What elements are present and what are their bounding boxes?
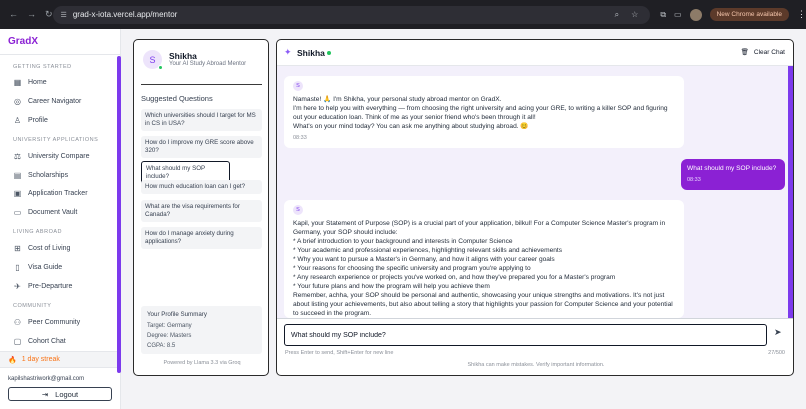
divider	[141, 84, 262, 85]
sidebar-item-home[interactable]: ▦ Home	[13, 77, 47, 87]
sparkle-icon: ✦	[284, 47, 292, 57]
grid-icon: ▦	[13, 77, 22, 87]
section-getting-started: GETTING STARTED	[13, 64, 72, 70]
message-line: Kapil, your Statement of Purpose (SOP) is a crucial part of your application, bilkul! For a Computer Science Master's program in Germany, your SOP should include:	[293, 220, 666, 236]
mentor-name: Shikha	[169, 51, 197, 61]
suggested-question[interactable]: How do I manage anxiety during applications?	[141, 227, 262, 249]
trash-icon: 🗑	[740, 49, 749, 56]
message-line: * Any research experience or projects you've worked on, and how they've prepared you for a Master's program	[293, 274, 616, 281]
message-text: What should my SOP include?	[687, 165, 777, 172]
message-line: I'm here to help you with everything — from choosing the right university and acing your GRE, to writing a killer SOP and figuring out your education loan. Think of me as your senior friend who's been through it all!	[293, 105, 668, 121]
online-status-dot	[327, 51, 331, 55]
bot-message	[284, 76, 684, 148]
chat-icon: ▢	[13, 336, 22, 346]
compass-icon: ◎	[14, 96, 21, 106]
message-line: What's on your mind today? You can ask me anything about studying abroad. 😊	[293, 123, 529, 130]
chat-header	[277, 40, 794, 66]
back-icon[interactable]: ←	[9, 9, 18, 19]
tab-search-icon[interactable]: ▭	[674, 10, 682, 19]
bot-avatar: S	[293, 81, 303, 91]
forward-icon[interactable]: →	[27, 9, 36, 19]
divider	[277, 318, 794, 319]
menu-kebab-icon[interactable]: ⋮	[797, 9, 806, 19]
message-input[interactable]	[284, 324, 767, 346]
bot-message	[284, 200, 684, 318]
message-line: Remember, achha, your SOP should be personal and authentic, showcasing your unique strengths and motivations. It's not just about listing your achievements, but also about telling a story that highlights your passion for Computer Science and your potential to succeed in the program.	[293, 292, 673, 317]
flame-icon: 🔥	[8, 356, 17, 364]
extensions-icon[interactable]: ⧉	[660, 9, 667, 19]
plane-icon: ✈	[14, 281, 21, 291]
calculator-icon: ⊞	[14, 243, 21, 253]
tracker-icon: ▣	[13, 188, 22, 198]
mentor-panel	[133, 39, 269, 376]
sidebar	[0, 29, 121, 409]
browser-toolbar	[0, 0, 806, 29]
logout-button[interactable]: ⇥ Logout	[8, 387, 112, 401]
sidebar-item-pre-departure[interactable]: ✈ Pre-Departure	[14, 281, 73, 291]
update-badge[interactable]: New Chrome available	[710, 8, 789, 21]
folder-icon: ▭	[13, 207, 22, 217]
user-icon: ♙	[13, 115, 22, 125]
chat-title: Shikha	[297, 48, 325, 58]
profile-avatar[interactable]	[690, 9, 702, 21]
mentor-subtitle: Your AI Study Abroad Mentor	[169, 61, 247, 67]
user-message	[681, 159, 785, 190]
message-line: * Your academic and professional experiences, highlighting relevant skills and achievements	[293, 247, 563, 254]
suggested-question[interactable]: Which universities should I target for MS in CS in USA?	[141, 109, 262, 131]
sidebar-item-document-vault[interactable]: ▭ Document Vault	[13, 207, 78, 217]
chat-scrollbar[interactable]	[788, 66, 793, 318]
profile-summary	[141, 306, 262, 354]
suggested-question[interactable]: How much education loan can I get?	[141, 180, 262, 194]
sidebar-item-profile[interactable]: ♙ Profile	[13, 115, 48, 125]
bookmark-star-icon[interactable]: ☆	[631, 10, 639, 19]
sidebar-item-scholarships[interactable]: ▤ Scholarships	[13, 170, 69, 180]
profile-target: Target: Germany	[147, 323, 192, 329]
message-line: * A brief introduction to your background and interests in Computer Science	[293, 238, 513, 245]
brand-logo[interactable]: GradX	[8, 36, 39, 47]
sidebar-item-application-tracker[interactable]: ▣ Application Tracker	[13, 188, 88, 198]
message-line: * Why you want to pursue a Master's in Germany, and how it aligns with your career goals	[293, 256, 555, 263]
message-line: Namaste! 🙏 I'm Shikha, your personal study abroad mentor on GradX.	[293, 96, 502, 103]
message-list[interactable]	[277, 66, 794, 318]
suggested-question-selected[interactable]: What should my SOP include?	[141, 161, 230, 185]
bot-avatar: S	[293, 205, 303, 215]
section-living-abroad: LIVING ABROAD	[13, 229, 62, 235]
streak-badge: 🔥 1 day streak	[0, 351, 117, 368]
user-email: kapilshastriwork@gmail.com	[8, 376, 85, 382]
sidebar-scrollbar[interactable]	[117, 56, 121, 373]
message-time: 08:33	[293, 135, 307, 141]
clear-chat-button[interactable]: 🗑 Clear Chat	[740, 48, 785, 56]
compare-icon: ⚖	[13, 151, 22, 161]
online-status-dot	[158, 65, 163, 70]
suggested-questions-title: Suggested Questions	[141, 94, 213, 103]
message-line: * Your reasons for choosing the specific university and program you're applying to	[293, 265, 531, 272]
sidebar-item-peer-community[interactable]: ⚇ Peer Community	[13, 317, 81, 327]
reload-icon[interactable]: ↻	[45, 9, 53, 19]
url-text: grad-x-iota.vercel.app/mentor	[72, 10, 178, 19]
char-count: 27/500	[768, 350, 785, 356]
suggested-question[interactable]: What are the visa requirements for Canada?	[141, 200, 262, 222]
divider	[0, 54, 121, 55]
mentor-avatar: S	[143, 50, 162, 69]
send-icon[interactable]: ➤	[774, 327, 782, 337]
address-bar[interactable]	[53, 6, 651, 24]
profile-degree: Degree: Masters	[147, 333, 192, 339]
disclaimer: Shikha can make mistakes. Verify important information.	[467, 362, 605, 368]
message-line: * Your future plans and how the program will help you achieve them	[293, 283, 490, 290]
sidebar-item-career-navigator[interactable]: ◎ Career Navigator	[14, 96, 82, 106]
sidebar-item-visa-guide[interactable]: ▯ Visa Guide	[13, 261, 62, 273]
section-community: COMMUNITY	[13, 303, 52, 309]
site-info-icon[interactable]: ☰	[60, 11, 67, 19]
logout-icon: ⇥	[41, 389, 49, 399]
sidebar-item-cohort-chat[interactable]: ▢ Cohort Chat	[13, 336, 66, 346]
document-icon: ▯	[15, 262, 20, 272]
scholarship-icon: ▤	[13, 170, 22, 180]
section-university-applications: UNIVERSITY APPLICATIONS	[13, 137, 99, 143]
profile-cgpa: CGPA: 8.5	[147, 343, 176, 349]
powered-by: Powered by Llama 3.3 via Groq	[163, 360, 241, 366]
input-hint: Press Enter to send, Shift+Enter for new line	[285, 350, 394, 356]
profile-summary-title: Your Profile Summary	[147, 311, 207, 318]
suggested-question[interactable]: How do I improve my GRE score above 320?	[141, 136, 262, 158]
people-icon: ⚇	[13, 317, 22, 327]
zoom-icon[interactable]: ⌕	[614, 9, 620, 19]
sidebar-item-cost-of-living[interactable]: ⊞ Cost of Living	[14, 243, 71, 253]
sidebar-item-university-compare[interactable]: ⚖ University Compare	[13, 151, 90, 161]
chat-panel	[276, 39, 794, 376]
message-time: 08:33	[687, 177, 701, 183]
